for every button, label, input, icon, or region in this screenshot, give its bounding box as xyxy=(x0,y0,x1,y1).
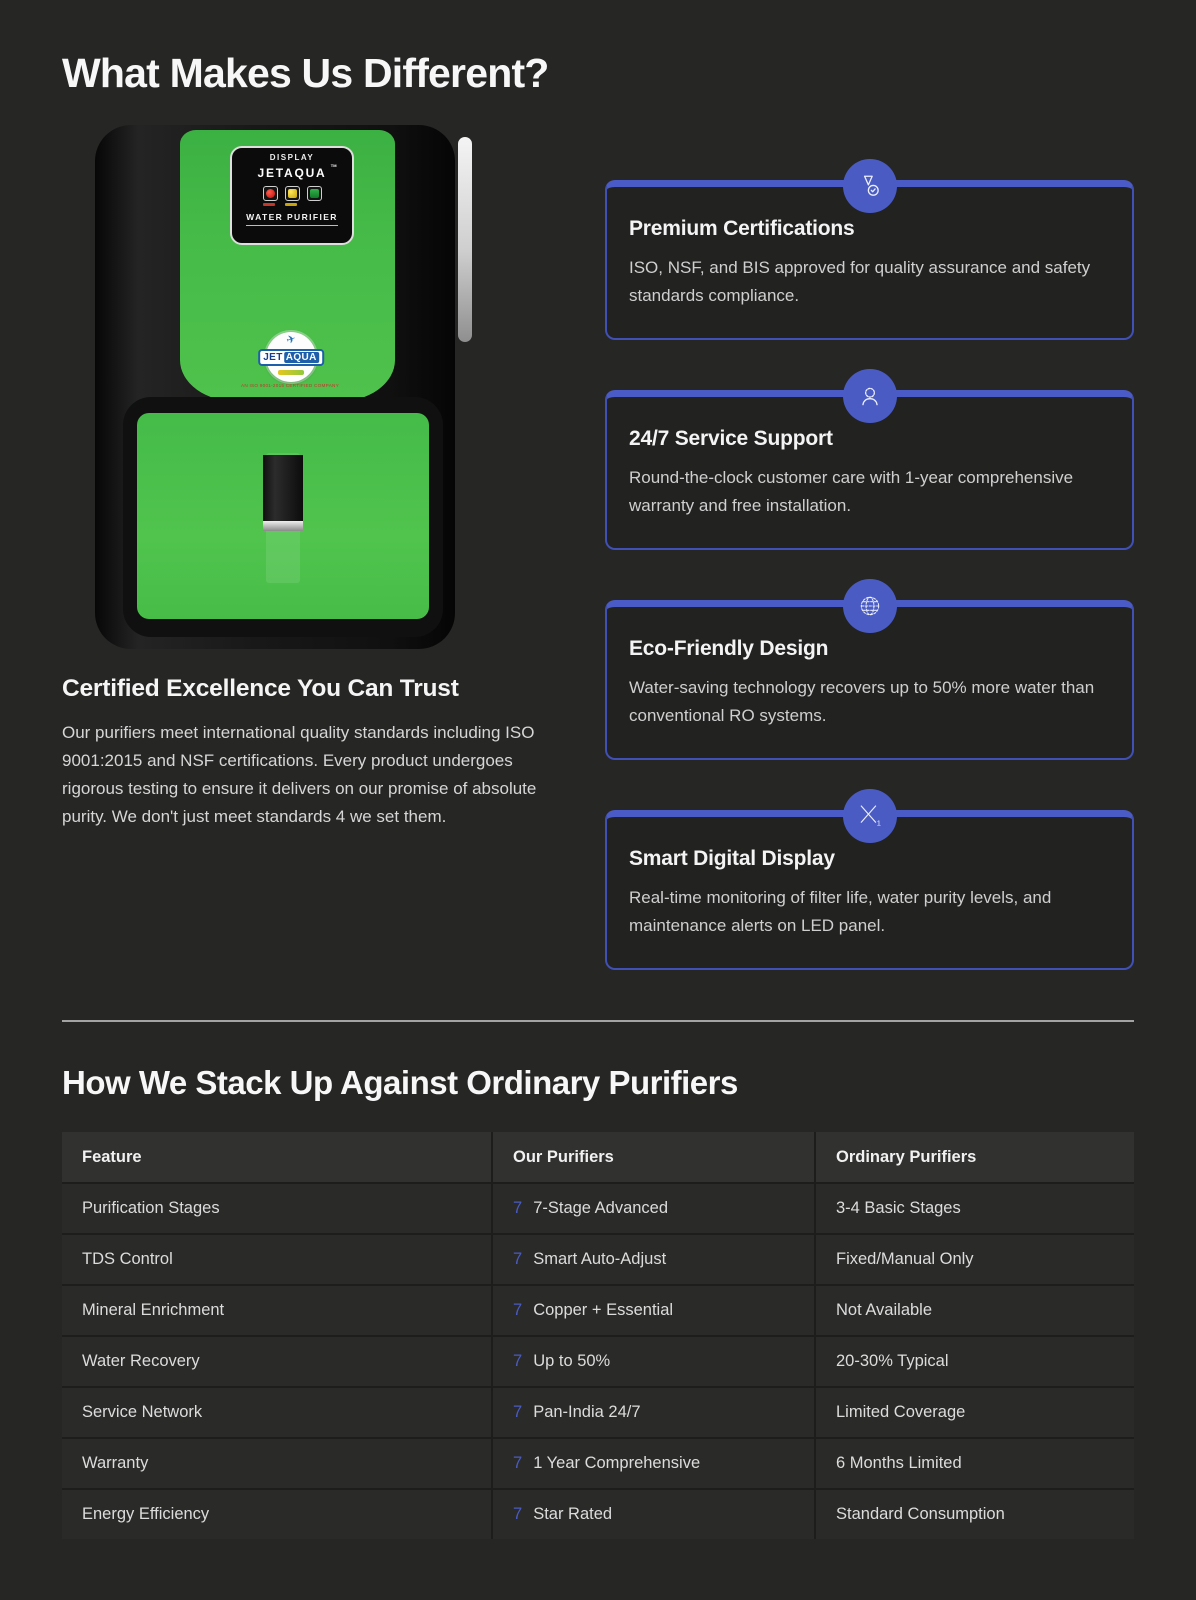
check-prefix: 7 xyxy=(513,1301,523,1319)
award-medal-icon xyxy=(843,159,897,213)
table-row xyxy=(62,1235,1134,1284)
display-label: DISPLAY xyxy=(269,153,315,162)
support-agent-icon xyxy=(843,369,897,423)
logo-ribbon xyxy=(278,370,304,375)
brand-logo-badge xyxy=(235,332,347,388)
ordinary-cell: 20-30% Typical xyxy=(816,1337,1134,1386)
section2-title: How We Stack Up Against Ordinary Purifiers xyxy=(62,1064,738,1101)
ours-cell: 7 Pan-India 24/7 xyxy=(493,1388,814,1437)
feature-card-title: Smart Digital Display xyxy=(629,847,835,870)
ours-cell: 7 Copper + Essential xyxy=(493,1286,814,1335)
feature-card-premium-certifications xyxy=(605,180,1134,340)
svg-text:1: 1 xyxy=(876,818,881,828)
ours-cell: 7 Smart Auto-Adjust xyxy=(493,1235,814,1284)
water-purifier-illustration xyxy=(95,125,490,653)
brand-name: JETAQUA TM xyxy=(257,163,337,180)
indicator-leds xyxy=(263,186,322,206)
ordinary-cell: Standard Consumption xyxy=(816,1490,1134,1539)
product-image xyxy=(62,125,567,655)
check-prefix: 7 xyxy=(513,1505,523,1523)
x1-icon xyxy=(843,789,897,843)
ordinary-cell: 3-4 Basic Stages xyxy=(816,1184,1134,1233)
logo-jet-text: JET xyxy=(263,352,283,363)
ours-cell: 7 Up to 50% xyxy=(493,1337,814,1386)
photo-highlight-strip xyxy=(458,137,472,342)
check-prefix: 7 xyxy=(513,1352,523,1370)
section1-title: What Makes Us Different? xyxy=(62,50,549,96)
table-row xyxy=(62,1388,1134,1437)
feature-card-title: Eco-Friendly Design xyxy=(629,637,829,660)
certified-excellence-paragraph: Our purifiers meet international quality standards including ISO 9001:2015 and NSF certifications. Every product undergoes rigorous testing to ensure it delivers on our promise of absolute purity. We don't just meet standards 4 we set them. xyxy=(62,723,537,826)
feature-card-description: ISO, NSF, and BIS approved for quality assurance and safety standards compliance. xyxy=(629,258,1091,305)
jet-plane-icon: ✈ xyxy=(284,332,298,348)
section-divider xyxy=(62,1020,1134,1022)
feature-cell: TDS Control xyxy=(62,1235,491,1284)
left-column xyxy=(62,125,567,831)
table-row xyxy=(62,1337,1134,1386)
feature-card-service-support xyxy=(605,390,1134,550)
logo-aqua-text: AQUA xyxy=(285,352,317,363)
feature-card-eco-friendly xyxy=(605,600,1134,760)
table-row xyxy=(62,1490,1134,1539)
feature-card-description: Round-the-clock customer care with 1-year comprehensive warranty and free installation. xyxy=(629,468,1074,515)
feature-cards-column xyxy=(605,125,1134,970)
check-prefix: 7 xyxy=(513,1454,523,1472)
ordinary-cell: Fixed/Manual Only xyxy=(816,1235,1134,1284)
feature-cell: Mineral Enrichment xyxy=(62,1286,491,1335)
column-header-feature: Feature xyxy=(62,1132,491,1182)
certified-excellence-heading: Certified Excellence You Can Trust xyxy=(62,675,459,702)
feature-cell: Service Network xyxy=(62,1388,491,1437)
ours-cell: 7 Star Rated xyxy=(493,1490,814,1539)
globe-icon xyxy=(843,579,897,633)
check-prefix: 7 xyxy=(513,1199,523,1217)
feature-card-title: Premium Certifications xyxy=(629,217,855,240)
check-prefix: 7 xyxy=(513,1250,523,1268)
feature-cell: Warranty xyxy=(62,1439,491,1488)
dispensing-area xyxy=(137,413,429,619)
column-header-ordinary-purifiers: Ordinary Purifiers xyxy=(816,1132,1134,1182)
section1-content xyxy=(0,125,1196,970)
ordinary-cell: Not Available xyxy=(816,1286,1134,1335)
ordinary-cell: Limited Coverage xyxy=(816,1388,1134,1437)
power-led xyxy=(263,186,278,206)
table-row xyxy=(62,1286,1134,1335)
logo-wordmark xyxy=(258,349,324,366)
table-header-row xyxy=(62,1132,1134,1182)
tap-silver-band xyxy=(263,521,303,531)
purifier-display-panel xyxy=(230,146,354,245)
tank-full-led xyxy=(307,186,322,206)
ordinary-cell: 6 Months Limited xyxy=(816,1439,1134,1488)
feature-card-smart-display xyxy=(605,810,1134,970)
column-header-our-purifiers: Our Purifiers xyxy=(493,1132,814,1182)
purify-led xyxy=(285,186,300,206)
trademark-mark: TM xyxy=(330,163,337,168)
feature-card-description: Real-time monitoring of filter life, water purity levels, and maintenance alerts on LED panel. xyxy=(629,888,1052,935)
water-tap xyxy=(263,455,303,521)
dispensing-unit-frame xyxy=(123,397,443,637)
feature-card-description: Water-saving technology recovers up to 50% more water than conventional RO systems. xyxy=(629,678,1095,725)
ours-cell: 7 7-Stage Advanced xyxy=(493,1184,814,1233)
comparison-table xyxy=(62,1132,1134,1539)
feature-card-title: 24/7 Service Support xyxy=(629,427,833,450)
feature-cell: Water Recovery xyxy=(62,1337,491,1386)
iso-certification-line: AN ISO 9001-2015 CERTIFIED COMPANY xyxy=(240,383,340,389)
ours-cell: 7 1 Year Comprehensive xyxy=(493,1439,814,1488)
table-row xyxy=(62,1439,1134,1488)
feature-cell: Purification Stages xyxy=(62,1184,491,1233)
product-type-label: WATER PURIFIER xyxy=(246,212,338,226)
check-prefix: 7 xyxy=(513,1403,523,1421)
table-row xyxy=(62,1184,1134,1233)
feature-cell: Energy Efficiency xyxy=(62,1490,491,1539)
